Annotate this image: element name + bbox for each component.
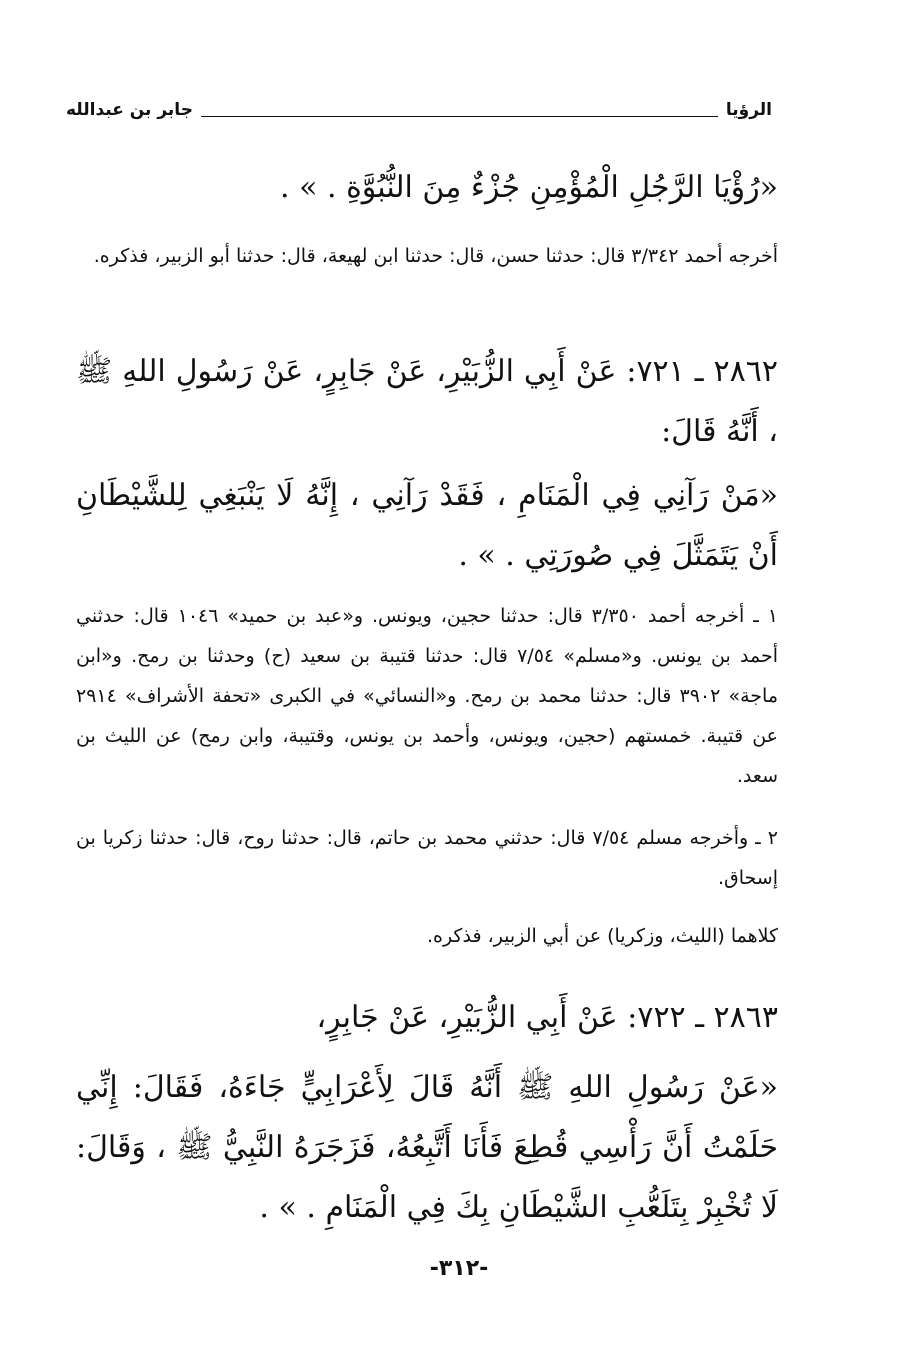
hadith-heading-2862: ٢٨٦٢ ـ ٧٢١: عَنْ أَبِي الزُّبَيْرِ، عَنْ جَابِرٍ، عَنْ رَسُولِ اللهِ ﷺ ، أَنَّهُ قَالَ: [76, 354, 778, 449]
takhrij-note-2862-2: ٢ ـ وأخرجه مسلم ٧/٥٤ قال: حدثني محمد بن حاتم، قال: حدثنا روح، قال: حدثنا زكريا بن إسحاق. [76, 827, 779, 889]
hadith-text-2863: «عَنْ رَسُولِ اللهِ ﷺ أَنَّهُ قَالَ لِأَعْرَابِيٍّ جَاءَهُ، فَقَالَ: إِنِّي حَلَمْتُ أَنَّ رَأْسِي قُطِعَ فَأَنَا أَتَّبِعُهُ، فَزَجَرَهُ النَّبِيُّ ﷺ ، وَقَالَ: لَا تُخْبِرْ بِتَلَعُّبِ الشَّيْطَانِ بِكَ فِي الْمَنَامِ . » . [76, 1070, 778, 1225]
running-head-chapter: الرؤيا [725, 100, 772, 120]
page-number: -٣١٢- [429, 1256, 489, 1281]
running-head [66, 96, 772, 124]
hadith-text-2862: «مَنْ رَآنِي فِي الْمَنَامِ ، فَقَدْ رَآنِي ، إِنَّهُ لَا يَنْبَغِي لِلشَّيْطَانِ أَنْ يَتَمَثَّلَ فِي صُورَتِي . » . [76, 478, 778, 573]
takhrij-note-2862-1: ١ ـ أخرجه أحمد ٣/٣٥٠ قال: حدثنا حجين، ويونس. و«عبد بن حميد» ١٠٤٦ قال: حدثني أحمد بن يونس. و«مسلم» ٧/٥٤ قال: حدثنا قتيبة بن سعيد (ح) وحدثنا بن رمح. و«ابن ماجة» ٣٩٠٢ قال: حدثنا محمد بن رمح. و«النسائي» في الكبرى «تحفة الأشراف» ٢٩١٤ عن قتيبة. خمستهم (حجين، ويونس، وأحمد بن يونس، وقتيبة، وابن رمح) عن الليث بن سعد. [76, 605, 779, 787]
hadith-text-1: «رُؤْيَا الرَّجُلِ الْمُؤْمِنِ جُزْءٌ مِنَ النُّبُوَّةِ . » . [280, 170, 778, 205]
takhrij-summary: كلاهما (الليث، وزكريا) عن أبي الزبير، فذكره. [426, 925, 778, 947]
running-head-rule [201, 116, 718, 117]
hadith-heading-2863: ٢٨٦٣ ـ ٧٢٢: عَنْ أَبِي الزُّبَيْرِ، عَنْ جَابِرٍ، [316, 1000, 778, 1035]
takhrij-note-1: أخرجه أحمد ٣/٣٤٢ قال: حدثنا حسن، قال: حدثنا ابن لهيعة، قال: حدثنا أبو الزبير، فذكره. [93, 245, 778, 267]
running-head-companion: جابر بن عبدالله [66, 100, 193, 120]
